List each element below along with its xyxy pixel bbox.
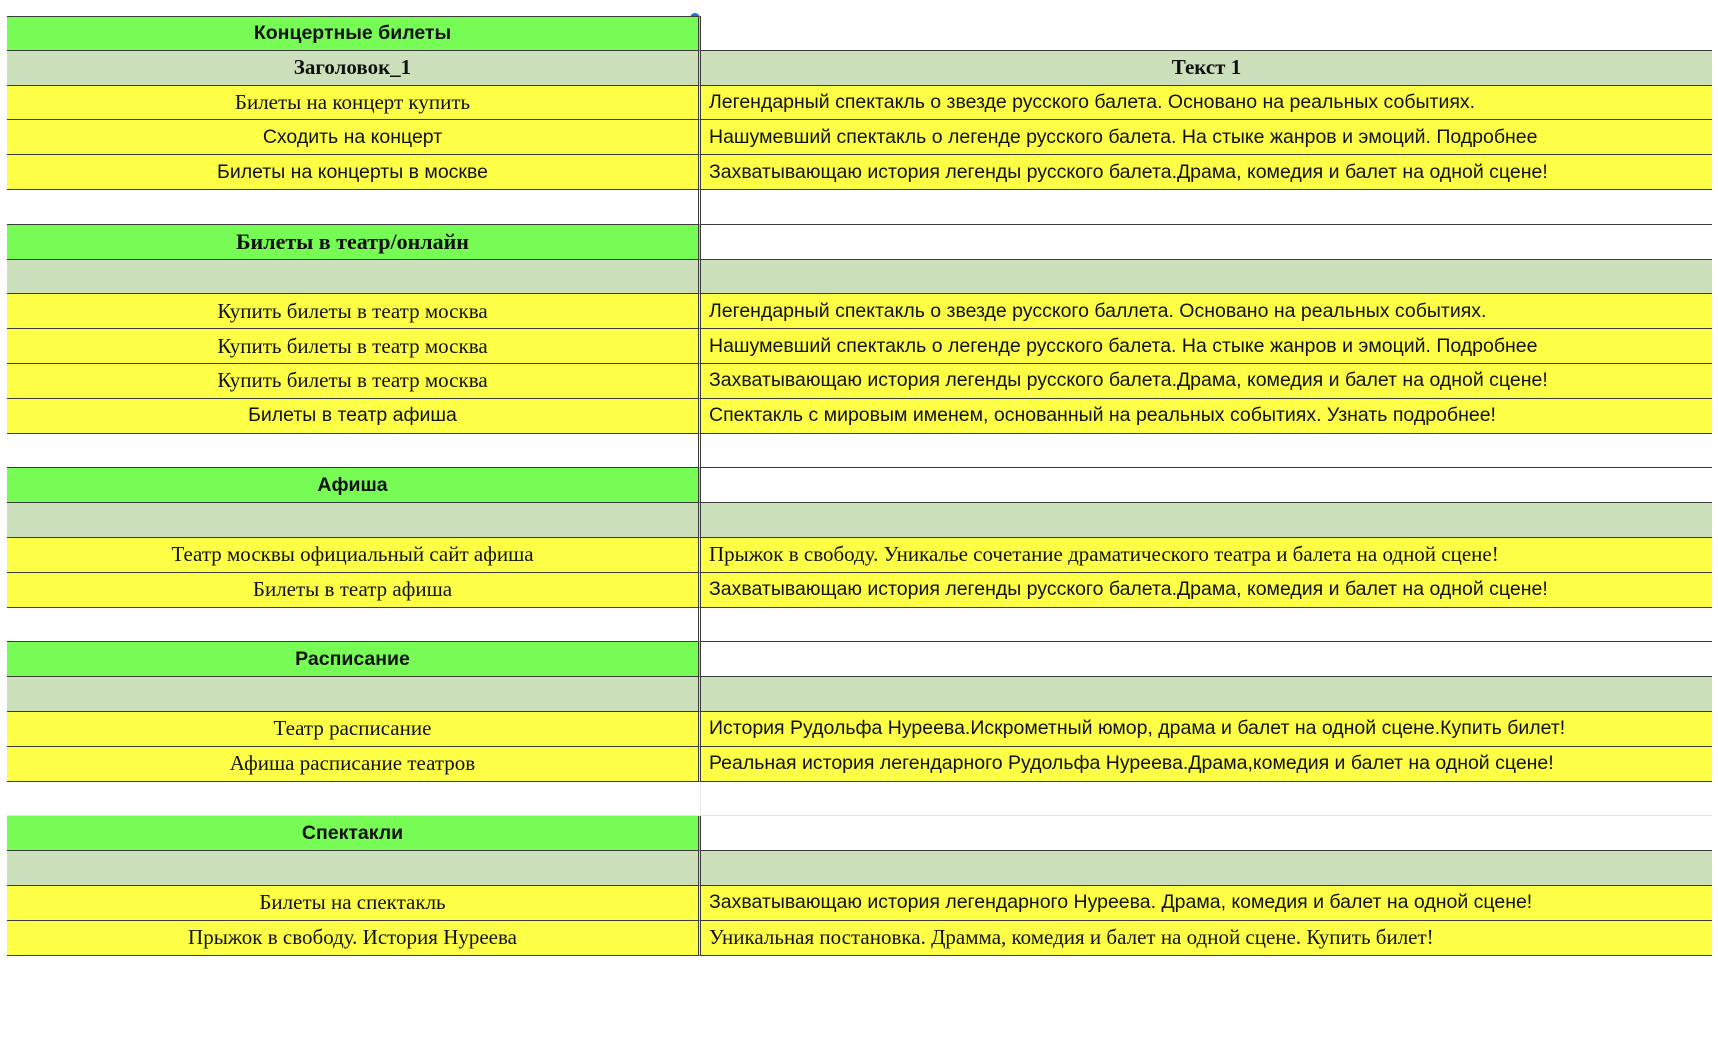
column-header-cell[interactable] <box>7 503 701 538</box>
ad-text-cell[interactable]: Легендарный спектакль о звезде русского балета. Основано на реальных событиях. <box>701 86 1712 121</box>
table-row <box>7 573 1712 608</box>
column-header-cell[interactable] <box>7 851 701 886</box>
headline-cell[interactable]: Билеты на спектакль <box>7 886 701 921</box>
empty-cell[interactable] <box>7 782 701 817</box>
section-title-row <box>7 16 1712 51</box>
empty-row <box>7 608 1712 643</box>
ad-text-cell[interactable]: Уникальная постановка. Драмма, комедия и балет на одной сцене. Купить билет! <box>701 921 1712 956</box>
table-row <box>7 155 1712 190</box>
empty-cell[interactable] <box>701 190 1712 225</box>
table-row <box>7 712 1712 747</box>
column-header-cell[interactable] <box>7 260 701 295</box>
section-title-cell[interactable]: Концертные билеты <box>7 16 701 51</box>
empty-cell[interactable] <box>701 16 1712 51</box>
table-row <box>7 747 1712 782</box>
empty-cell[interactable] <box>701 468 1712 503</box>
section-title-row <box>7 816 1712 851</box>
table-row <box>7 120 1712 155</box>
headline-cell[interactable]: Купить билеты в театр москва <box>7 329 701 364</box>
column-header-row <box>7 51 1712 86</box>
headline-cell[interactable]: Сходить на концерт <box>7 120 701 155</box>
empty-cell[interactable] <box>701 608 1712 643</box>
ad-text-cell[interactable]: Захватывающаю история легенды русского балета.Драма, комедия и балет на одной сцене! <box>701 573 1712 608</box>
empty-cell[interactable] <box>701 782 1712 817</box>
empty-cell[interactable] <box>701 642 1712 677</box>
headline-cell[interactable]: Театр расписание <box>7 712 701 747</box>
headline-cell[interactable]: Билеты на концерты в москве <box>7 155 701 190</box>
column-header-cell[interactable]: Текст 1 <box>701 51 1712 86</box>
table-row <box>7 921 1712 956</box>
headline-cell[interactable]: Театр москвы официальный сайт афиша <box>7 538 701 573</box>
empty-cell[interactable] <box>701 816 1712 851</box>
empty-row <box>7 782 1712 817</box>
table-row <box>7 886 1712 921</box>
table-row <box>7 538 1712 573</box>
column-header-row <box>7 851 1712 886</box>
ad-text-cell[interactable]: Спектакль с мировым именем, основанный на реальных событиях. Узнать подробнее! <box>701 399 1712 434</box>
empty-row <box>7 190 1712 225</box>
column-header-cell[interactable] <box>701 851 1712 886</box>
column-header-cell[interactable]: Заголовок_1 <box>7 51 701 86</box>
headline-cell[interactable]: Билеты в театр афиша <box>7 573 701 608</box>
headline-cell[interactable]: Билеты в театр афиша <box>7 399 701 434</box>
empty-cell[interactable] <box>701 225 1712 260</box>
section-title-row <box>7 642 1712 677</box>
headline-cell[interactable]: Купить билеты в театр москва <box>7 364 701 399</box>
spreadsheet-grid <box>7 16 1712 956</box>
column-header-cell[interactable] <box>701 503 1712 538</box>
empty-cell[interactable] <box>701 434 1712 469</box>
section-title-cell[interactable]: Билеты в театр/онлайн <box>7 225 701 260</box>
column-header-row <box>7 677 1712 712</box>
column-header-cell[interactable] <box>701 677 1712 712</box>
column-header-row <box>7 260 1712 295</box>
ad-text-cell[interactable]: Захватывающаю история легенды русского балета.Драма, комедия и балет на одной сцене! <box>701 364 1712 399</box>
empty-cell[interactable] <box>7 190 701 225</box>
headline-cell[interactable]: Билеты на концерт купить <box>7 86 701 121</box>
ad-text-cell[interactable]: Нашумевший спектакль о легенде русского балета. На стыке жанров и эмоций. Подробнее <box>701 120 1712 155</box>
ad-text-cell[interactable]: Легендарный спектакль о звезде русского баллета. Основано на реальных событиях. <box>701 294 1712 329</box>
ad-text-cell[interactable]: Захватывающаю история легенды русского балета.Драма, комедия и балет на одной сцене! <box>701 155 1712 190</box>
headline-cell[interactable]: Купить билеты в театр москва <box>7 294 701 329</box>
section-title-cell[interactable]: Афиша <box>7 468 701 503</box>
table-row <box>7 329 1712 364</box>
section-title-cell[interactable]: Спектакли <box>7 816 701 851</box>
headline-cell[interactable]: Прыжок в свободу. История Нуреева <box>7 921 701 956</box>
ad-text-cell[interactable]: Реальная история легендарного Рудольфа Нуреева.Драма,комедия и балет на одной сцене! <box>701 747 1712 782</box>
table-row <box>7 294 1712 329</box>
empty-row <box>7 434 1712 469</box>
empty-cell[interactable] <box>7 608 701 643</box>
section-title-row <box>7 225 1712 260</box>
column-header-row <box>7 503 1712 538</box>
column-header-cell[interactable] <box>7 677 701 712</box>
ad-text-cell[interactable]: История Рудольфа Нуреева.Искрометный юмор, драма и балет на одной сцене.Купить билет! <box>701 712 1712 747</box>
section-title-cell[interactable]: Расписание <box>7 642 701 677</box>
table-row <box>7 364 1712 399</box>
empty-cell[interactable] <box>7 434 701 469</box>
table-row <box>7 399 1712 434</box>
ad-text-cell[interactable]: Нашумевший спектакль о легенде русского балета. На стыке жанров и эмоций. Подробнее <box>701 329 1712 364</box>
headline-cell[interactable]: Афиша расписание театров <box>7 747 701 782</box>
ad-text-cell[interactable]: Прыжок в свободу. Уникалье сочетание драматического театра и балета на одной сцене! <box>701 538 1712 573</box>
ad-text-cell[interactable]: Захватывающаю история легендарного Нуреева. Драма, комедия и балет на одной сцене! <box>701 886 1712 921</box>
column-header-cell[interactable] <box>701 260 1712 295</box>
section-title-row <box>7 468 1712 503</box>
table-row <box>7 86 1712 121</box>
